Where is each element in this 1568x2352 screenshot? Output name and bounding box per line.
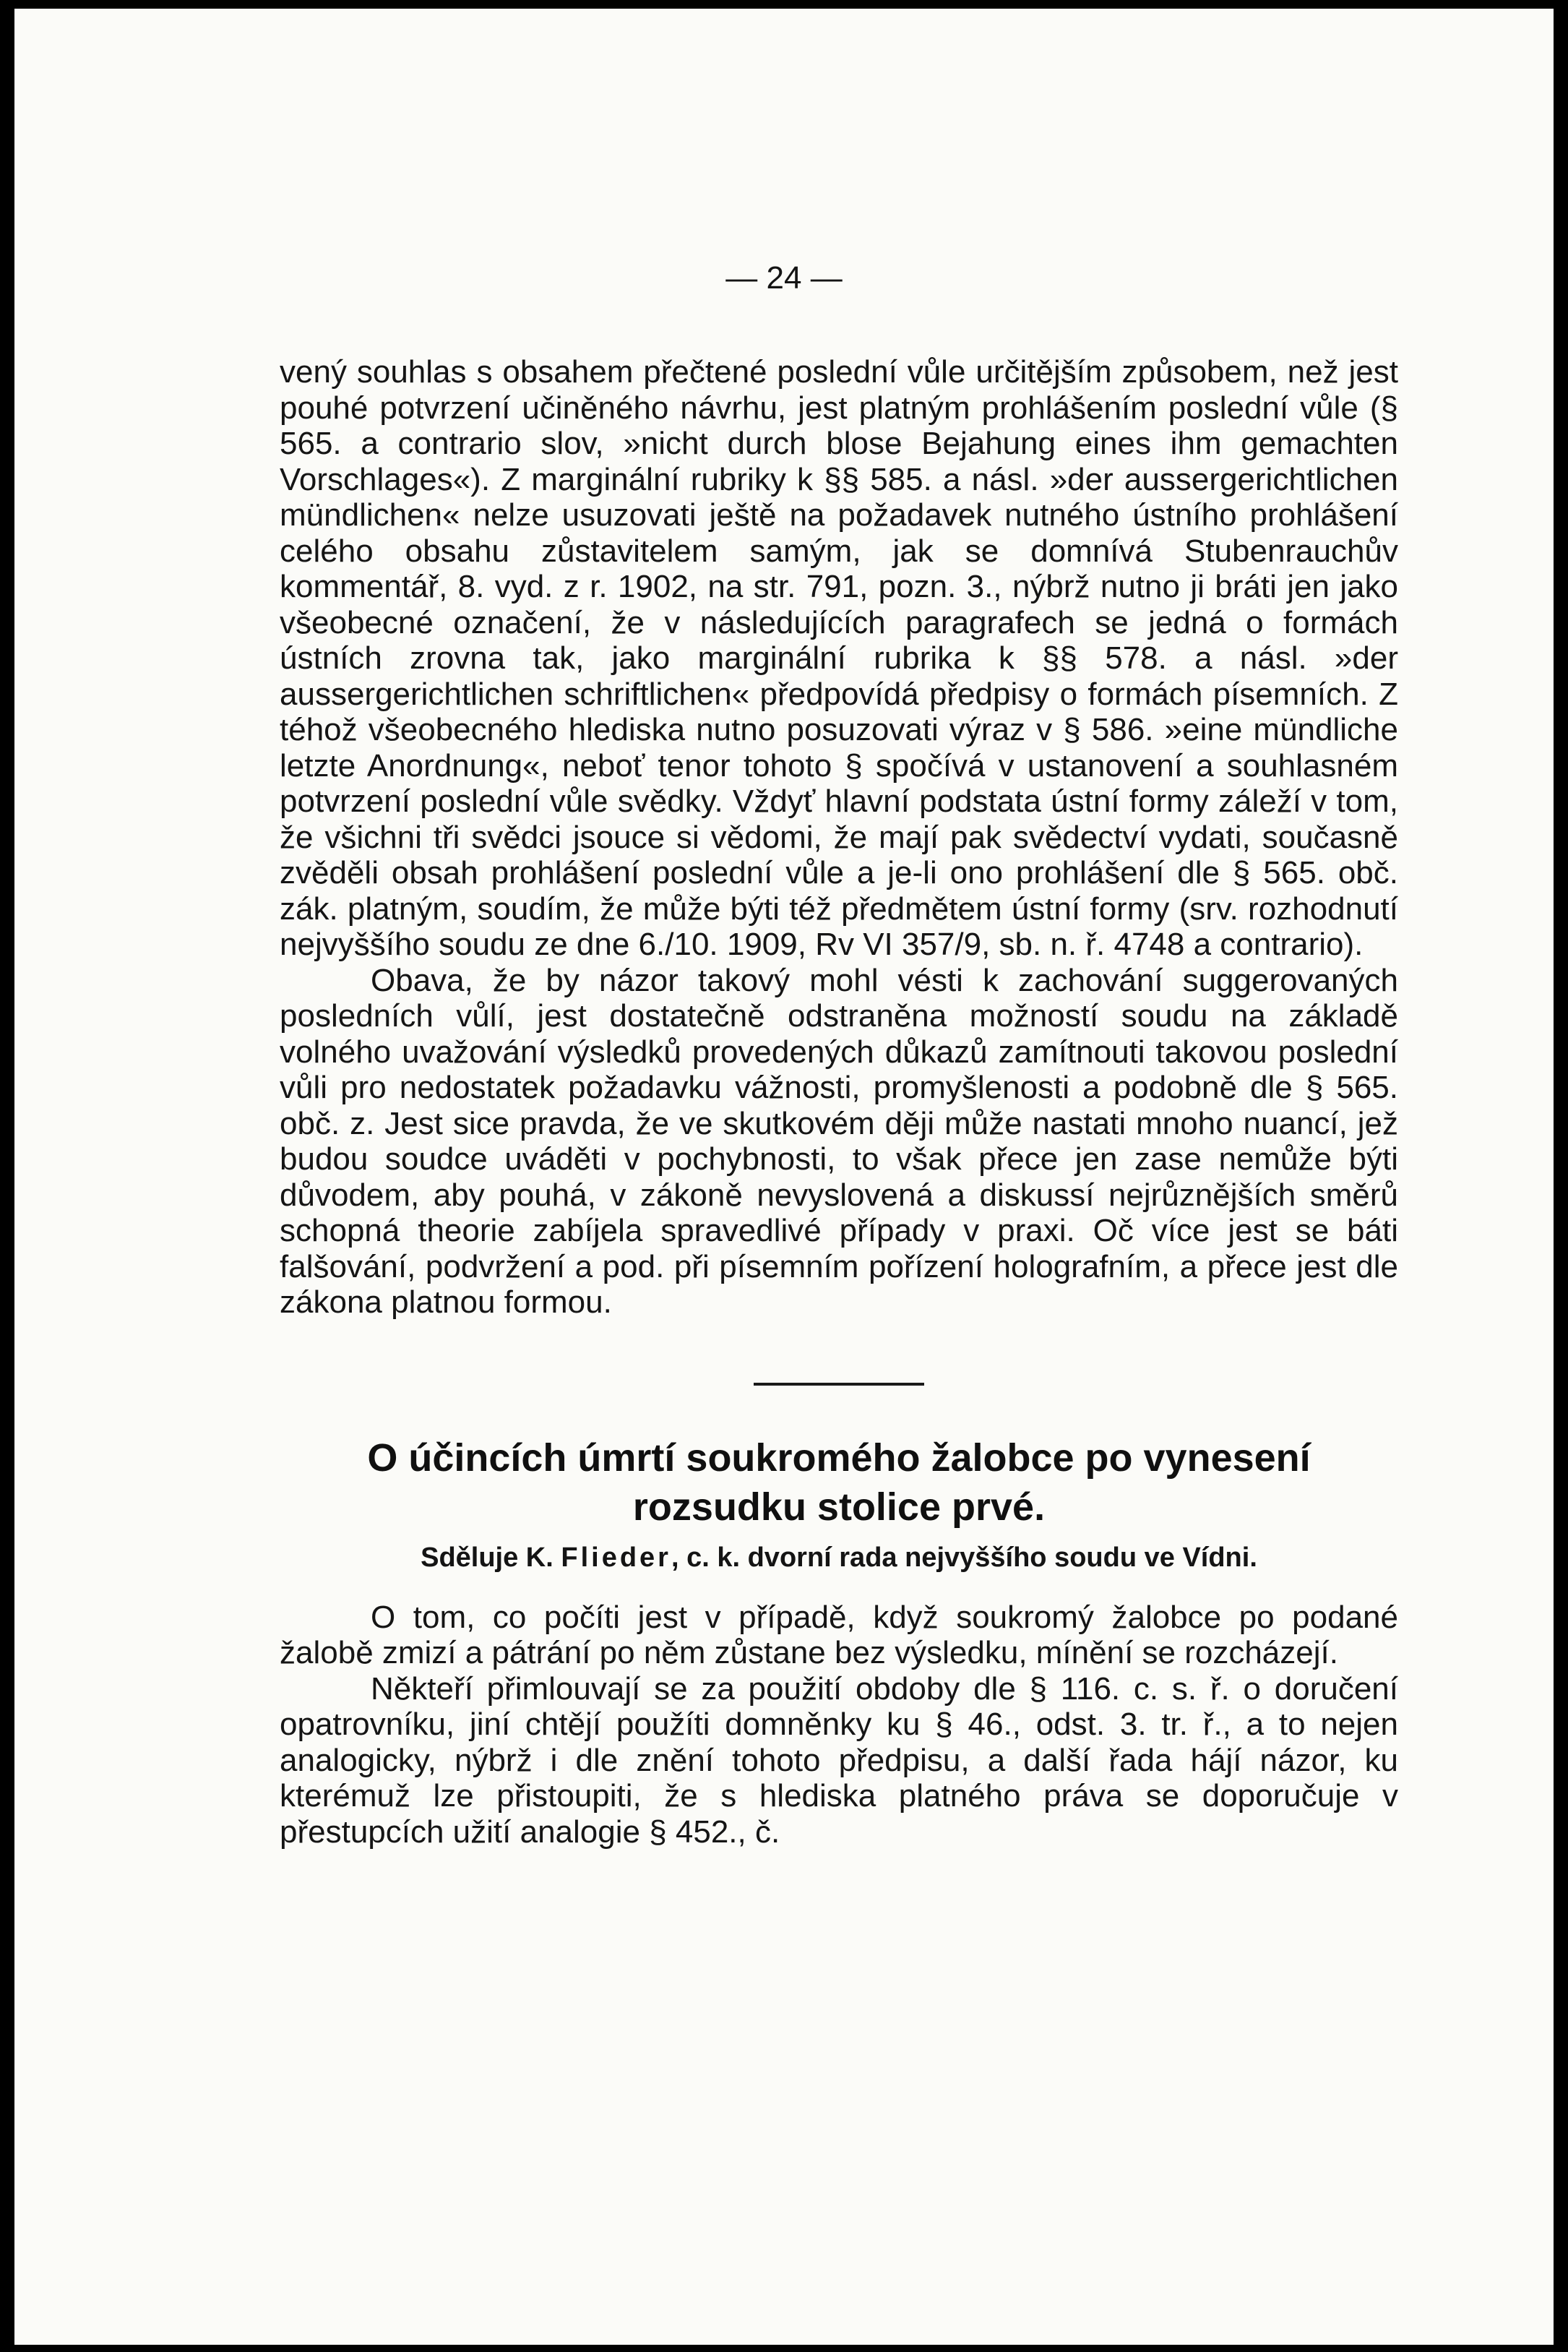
article-byline [280,1540,1398,1575]
scanned-page [14,9,1554,2345]
paragraph: Někteří přimlouvají se za použití obdoby dle § 116. c. s. ř. o doručení opatrovníku, jiní chtějí použíti domněnky ku § 46., odst. 3. tr. ř., a to nejen analogicky, nýbrž i dle znění tohoto předpisu, a další řada hájí názor, ku kterémuž lze přistoupiti, že s hlediska platného práva se doporučuje v přestupcích užití analogie § 452., č. [280,1670,1398,1850]
author-name: Flieder [561,1542,671,1573]
page-body [280,354,1398,1850]
byline-suffix: , c. k. dvorní rada nejvyššího soudu ve Vídni. [671,1542,1257,1573]
page-number: — 24 — [725,260,843,296]
paragraph: O tom, co počíti jest v případě, když soukromý žalobce po podané žalobě zmizí a pátrání po něm zůstane bez výsledku, mínění se rozcházejí. [280,1599,1398,1670]
paragraph-continued: vený souhlas s obsahem přečtené poslední vůle určitějším způsobem, než jest pouhé potvrzení učiněného návrhu, jest platným prohlášením poslední vůle (§ 565. a contrario slov, »nicht durch blose Bejahung eines ihm gemachten Vorschlages«). Z marginální rubriky k §§ 585. a násl. »der aussergerichtlichen mündlichen« nelze usuzovati ještě na požadavek nutného ústního prohlášení celého obsahu zůstavitelem samým, jak se domnívá Stubenrauchův kommentář, 8. vyd. z r. 1902, na str. 791, pozn. 3., nýbrž nutno ji bráti jen jako všeobecné označení, že v následujících paragrafech se jedná o formách ústních zrovna tak, jako marginální rubrika k §§ 578. a násl. »der aussergerichtlichen schriftlichen« předpovídá předpisy o formách písemních. Z téhož všeobecného hlediska nutno posuzovati výraz v § 586. »eine mündliche letzte Anordnung«, neboť tenor tohoto § spočívá v ustanovení a souhlasném potvrzení poslední vůle svědky. Vždyť hlavní podstata ústní formy záleží v tom, že všichni tři svědci jsouce si vědomi, že mají pak svědectví vydati, současně zvěděli obsah prohlášení poslední vůle a je-li ono prohlášení dle § 565. obč. zák. platným, soudím, že může býti též předmětem ústní formy (srv. rozhodnutí nejvyššího soudu ze dne 6./10. 1909, Rv VI 357/9, sb. n. ř. 4748 a contrario). [280,354,1398,962]
article-title-line: rozsudku stolice prvé. [632,1485,1046,1529]
article-title-line: O účincích úmrtí soukromého žalobce po vynesení [367,1435,1311,1480]
byline-prefix: Sděluje K. [421,1542,553,1573]
article-title [280,1433,1398,1532]
paragraph: Obava, že by názor takový mohl vésti k zachování suggerovaných posledních vůlí, jest dostatečně odstraněna možností soudu na základě volného uvažování výsledků provedených důkazů zamítnouti takovou poslední vůli pro nedostatek požadavku vážnosti, promyšlenosti a podobně dle § 565. obč. z. Jest sice pravda, že ve skutkovém ději může nastati mnoho nuancí, jež budou soudce uváděti v pochybnosti, to však přece jen zase nemůže býti důvodem, aby pouhá, v zákoně nevyslovená a diskussí nejrůznějších směrů schopná theorie zabíjela spravedlivé případy v praxi. Oč více jest se báti falšování, podvržení a pod. při písemním pořízení holografním, a přece jest dle zákona platnou formou. [280,962,1398,1320]
section-divider [754,1383,924,1386]
